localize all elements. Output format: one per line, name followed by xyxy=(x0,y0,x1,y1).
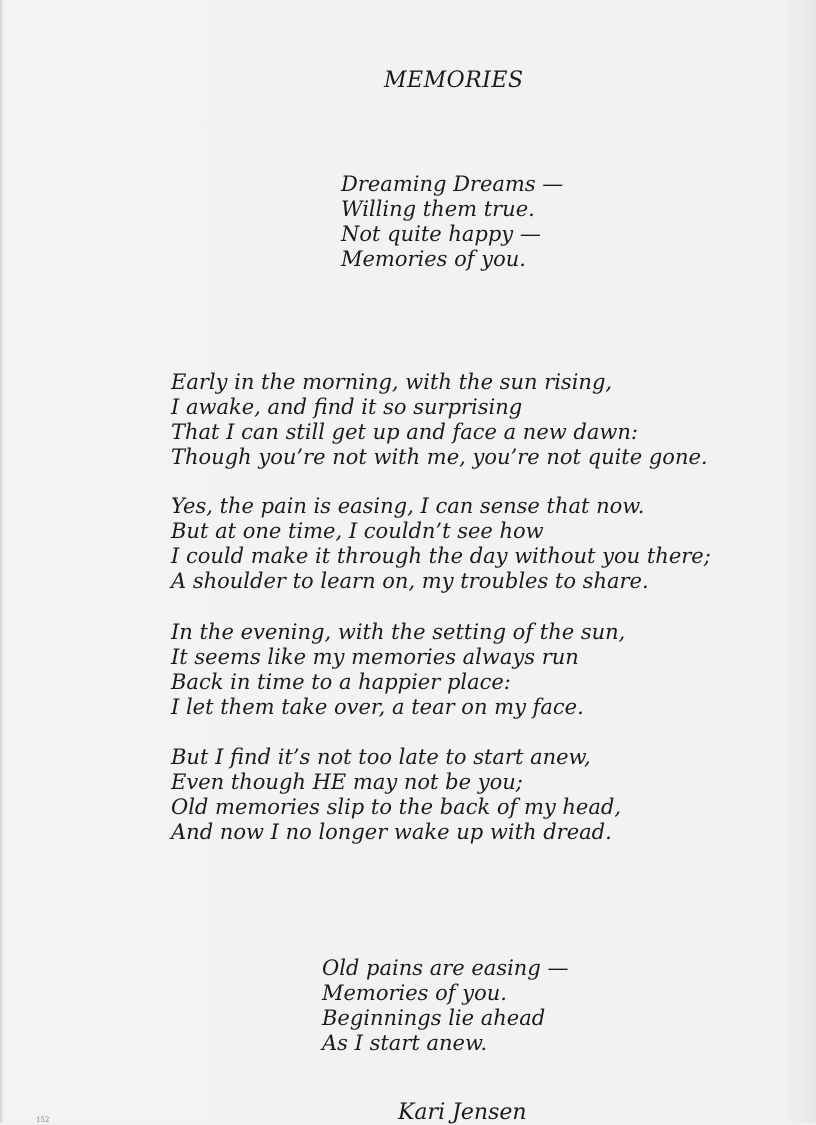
page-number: 152 xyxy=(36,1116,50,1124)
poem-line: As I start anew. xyxy=(322,1031,488,1055)
poem-line: Though you’re not with me, you’re not quite gone. xyxy=(171,445,708,469)
poem-line: A shoulder to learn on, my troubles to share. xyxy=(171,569,649,593)
poem-line: Yes, the pain is easing, I can sense that now. xyxy=(171,494,645,518)
intro-stanza xyxy=(341,172,563,272)
poem-line: Beginnings lie ahead xyxy=(322,1006,546,1030)
poem-line: Old memories slip to the back of my head, xyxy=(171,795,621,819)
stanza-4 xyxy=(171,745,621,845)
poem-line: Back in time to a happier place: xyxy=(171,670,511,694)
poem-line: That I can still get up and face a new dawn: xyxy=(171,420,638,444)
poem-line: In the evening, with the setting of the sun, xyxy=(171,620,626,644)
stanza-1 xyxy=(171,370,708,470)
closing-stanza xyxy=(322,956,568,1056)
poem-line: I could make it through the day without you there; xyxy=(171,544,711,568)
poem-line: Dreaming Dreams — xyxy=(341,172,564,196)
stanza-2 xyxy=(171,494,711,594)
stanza-3 xyxy=(171,620,625,720)
poem-line: Memories of you. xyxy=(322,981,507,1005)
page-edge xyxy=(0,0,2,1123)
author-name: Kari Jensen xyxy=(398,1100,527,1125)
poem-line: And now I no longer wake up with dread. xyxy=(171,820,612,844)
poem-line: I let them take over, a tear on my face. xyxy=(171,695,584,719)
poem-line: Willing them true. xyxy=(341,197,535,221)
poem-line: I awake, and find it so surprising xyxy=(171,395,523,419)
poem-line: But at one time, I couldn’t see how xyxy=(171,519,544,543)
poem-line: Early in the morning, with the sun rising, xyxy=(171,370,613,394)
poem-line: Even though HE may not be you; xyxy=(171,770,523,794)
poem-line: It seems like my memories always run xyxy=(171,645,579,669)
poem-title: MEMORIES xyxy=(384,68,524,93)
poem-line: Not quite happy — xyxy=(341,222,541,246)
poem-line: Old pains are easing — xyxy=(322,956,569,980)
poem-line: But I find it’s not too late to start anew, xyxy=(171,745,591,769)
poem-line: Memories of you. xyxy=(341,247,526,271)
